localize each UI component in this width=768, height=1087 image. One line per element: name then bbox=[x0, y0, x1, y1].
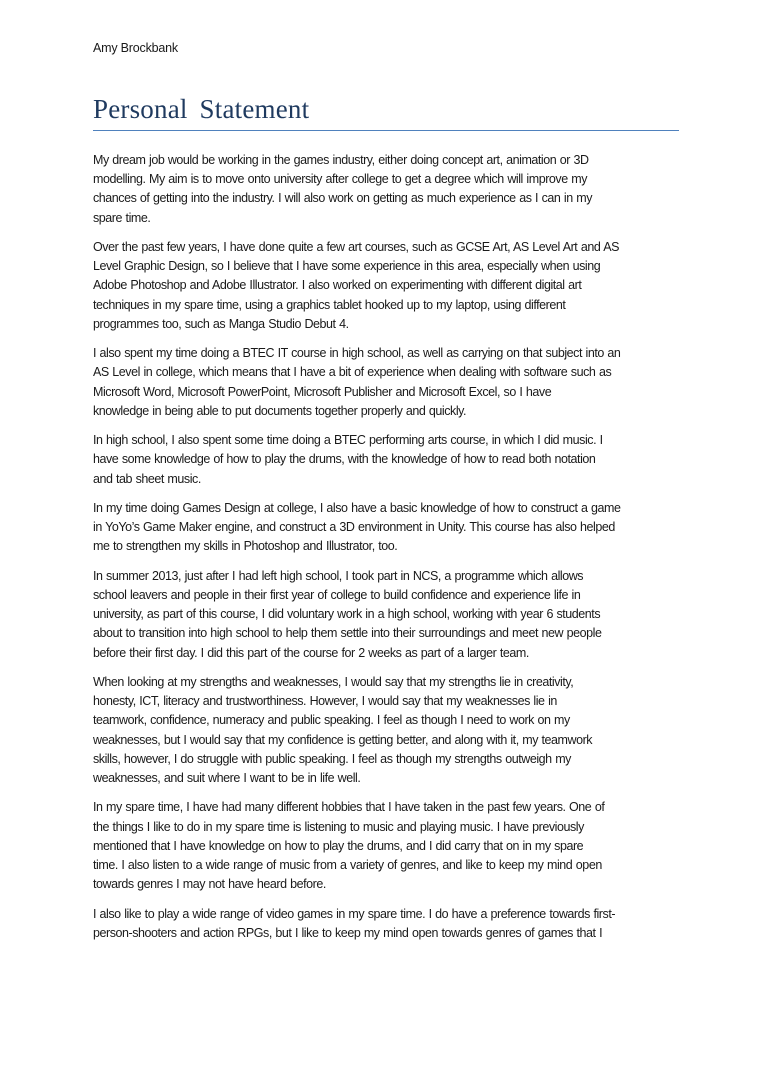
paragraph-line: mentioned that I have knowledge on how to play the drums, and I did carry that on in my spare bbox=[93, 838, 584, 853]
page-title: Personal Statement bbox=[93, 94, 310, 124]
paragraph-line: weaknesses, and suit where I want to be in life well. bbox=[93, 771, 361, 786]
paragraph-line: university, as part of this course, I did voluntary work in a high school, working with year 6 students bbox=[93, 607, 601, 622]
paragraph-line: school leavers and people in their first year of college to build confidence and experience life in bbox=[93, 588, 581, 602]
paragraph-line: My dream job would be working in the games industry, either doing concept art, animation or 3D bbox=[93, 153, 589, 167]
paragraph-line: I also spent my time doing a BTEC IT course in high school, as well as carrying on that subject into an bbox=[93, 346, 621, 361]
paragraph-line: Level Graphic Design, so I believe that I have some experience in this area, especially when using bbox=[93, 259, 601, 274]
statement-paragraph bbox=[93, 673, 679, 788]
paragraph-line: spare time. bbox=[93, 210, 151, 225]
paragraph-line: the things I like to do in my spare time is listening to music and playing music. I have previously bbox=[93, 819, 584, 834]
paragraph-line: knowledge in being able to put documents together properly and quickly. bbox=[93, 403, 467, 418]
statement-paragraph bbox=[93, 431, 679, 489]
paragraph-line: programmes too, such as Manga Studio Debut 4. bbox=[93, 316, 349, 331]
statement-paragraph bbox=[93, 238, 679, 334]
paragraph-line: weaknesses, but I would say that my confidence is getting better, and along with it, my teamwork bbox=[93, 732, 593, 747]
paragraph-line: before their first day. I did this part of the course for 2 weeks as part of a larger team. bbox=[93, 645, 529, 660]
paragraph-line: person-shooters and action RPGs, but I like to keep my mind open towards genres of games that I bbox=[93, 925, 603, 940]
paragraph-line: I also like to play a wide range of video games in my spare time. I do have a preference towards first- bbox=[93, 906, 616, 921]
paragraph-line: skills, however, I do struggle with public speaking. I feel as though my strengths outweigh my bbox=[93, 751, 571, 766]
statement-paragraph bbox=[93, 905, 679, 943]
statement-paragraph bbox=[93, 499, 679, 557]
paragraph-line: chances of getting into the industry. I will also work on getting as much experience as I can in my bbox=[93, 191, 593, 206]
paragraph-line: In my time doing Games Design at college, I also have a basic knowledge of how to construct a game bbox=[93, 501, 621, 515]
paragraph-line: Microsoft Word, Microsoft PowerPoint, Microsoft Publisher and Microsoft Excel, so I have bbox=[93, 384, 552, 399]
paragraph-line: have some knowledge of how to play the drums, with the knowledge of how to read both notation bbox=[93, 452, 596, 467]
header-author: Amy Brockbank bbox=[93, 41, 178, 55]
paragraph-line: techniques in my spare time, using a graphics tablet hooked up to my laptop, using different bbox=[93, 297, 566, 312]
statement-paragraph bbox=[93, 151, 679, 228]
paragraph-line: in YoYo’s Game Maker engine, and construct a 3D environment in Unity. This course has also helped bbox=[93, 520, 615, 535]
paragraph-line: teamwork, confidence, numeracy and public speaking. I feel as though I need to work on my bbox=[93, 713, 570, 728]
title-divider bbox=[93, 130, 679, 131]
paragraph-line: honesty, ICT, literacy and trustworthiness. However, I would say that my weaknesses lie in bbox=[93, 694, 557, 709]
paragraph-line: me to strengthen my skills in Photoshop and Illustrator, too. bbox=[93, 539, 398, 554]
paragraph-line: When looking at my strengths and weaknesses, I would say that my strengths lie in creativity, bbox=[93, 675, 574, 689]
paragraph-line: and tab sheet music. bbox=[93, 471, 201, 486]
statement-paragraph bbox=[93, 567, 679, 663]
paragraph-line: about to transition into high school to help them settle into their surroundings and meet new people bbox=[93, 626, 602, 641]
paragraph-line: towards genres I may not have heard before. bbox=[93, 877, 326, 892]
paragraph-line: modelling. My aim is to move onto university after college to get a degree which will improve my bbox=[93, 172, 587, 187]
paragraph-line: Over the past few years, I have done quite a few art courses, such as GCSE Art, AS Level Art and AS bbox=[93, 240, 619, 254]
paragraph-line: AS Level in college, which means that I have a bit of experience when dealing with software such as bbox=[93, 365, 612, 380]
statement-paragraph bbox=[93, 798, 679, 894]
paragraph-line: Adobe Photoshop and Adobe Illustrator. I also worked on experimenting with different digital art bbox=[93, 278, 582, 293]
statement-paragraph bbox=[93, 344, 679, 421]
paragraph-line: In high school, I also spent some time doing a BTEC performing arts course, in which I did music. I bbox=[93, 433, 603, 448]
paragraph-line: time. I also listen to a wide range of music from a variety of genres, and like to keep my mind open bbox=[93, 858, 602, 873]
paragraph-line: In summer 2013, just after I had left high school, I took part in NCS, a programme which allows bbox=[93, 568, 584, 583]
paragraph-line: In my spare time, I have had many different hobbies that I have taken in the past few years. One of bbox=[93, 800, 605, 815]
statement-body bbox=[93, 151, 679, 953]
